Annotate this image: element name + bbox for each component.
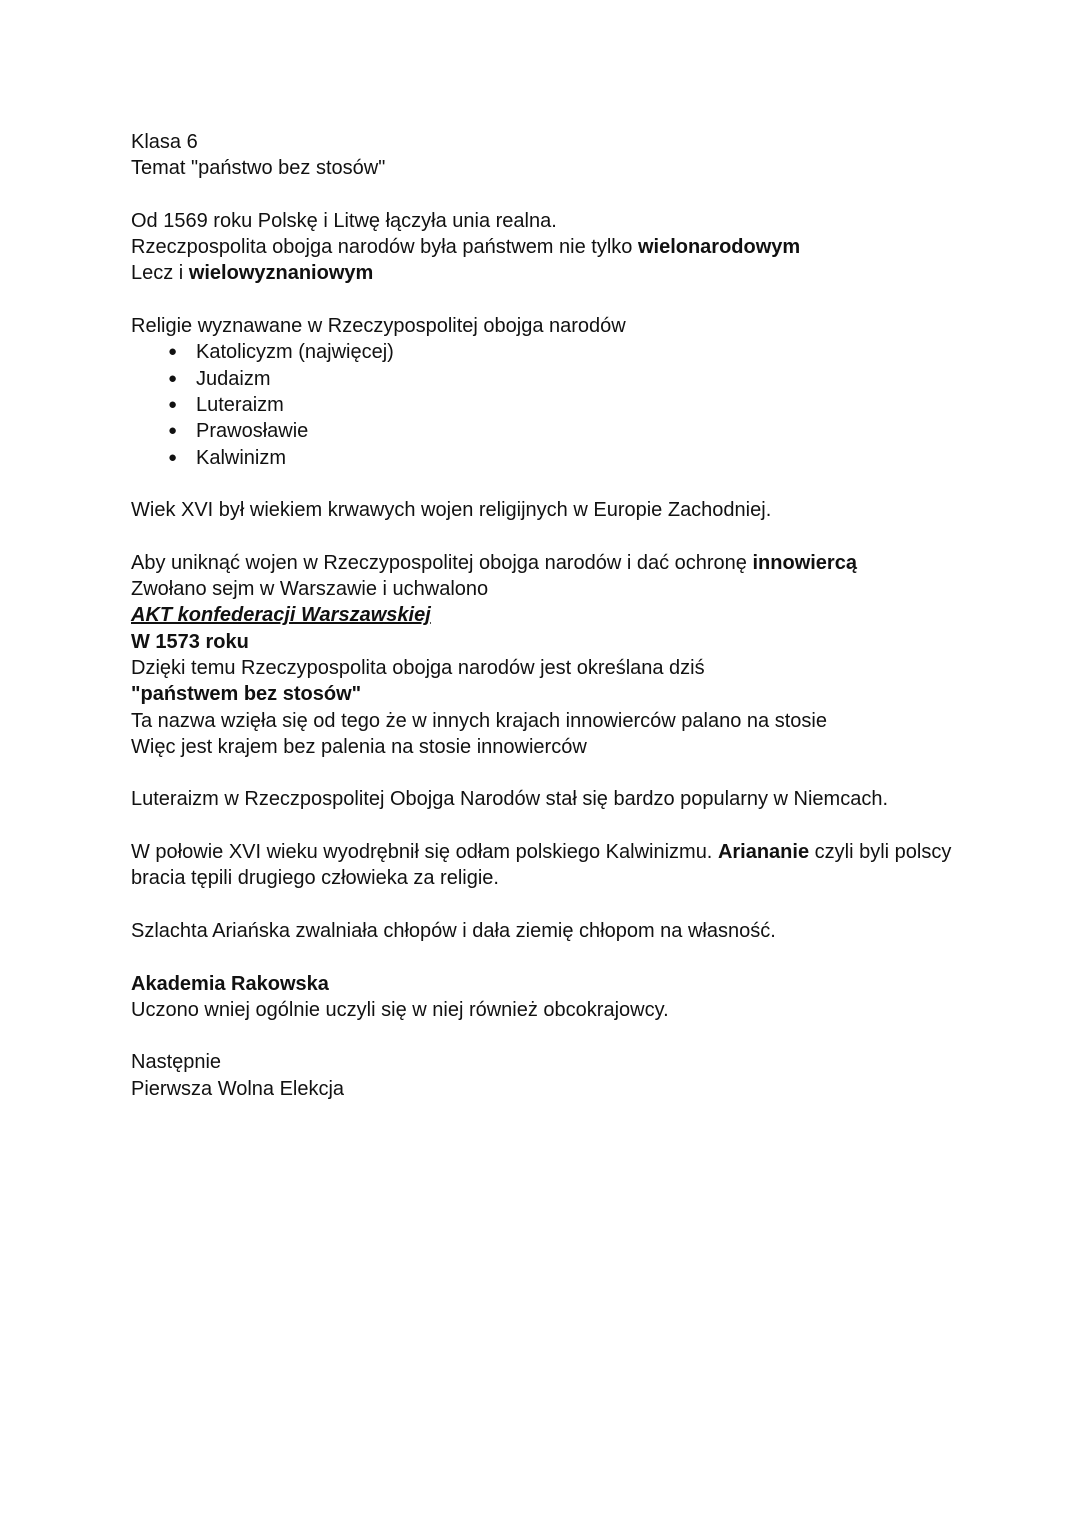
confederation-line-1-text: Aby uniknąć wojen w Rzeczypospolitej obojga narodów i dać ochronę bbox=[131, 551, 753, 574]
academy-title bbox=[131, 971, 981, 997]
bullet-icon: ● bbox=[168, 422, 178, 440]
act-year bbox=[131, 629, 981, 655]
academy-title-text: Akademia Rakowska bbox=[131, 972, 329, 995]
intro-line-2 bbox=[131, 234, 981, 260]
spacer bbox=[131, 182, 981, 208]
intro-line-2-text: Rzeczpospolita obojga narodów była państwem nie tylko bbox=[131, 236, 638, 259]
wars-line: Wiek XVI był wiekiem krwawych wojen religijnych w Europie Zachodniej. bbox=[131, 499, 772, 522]
confederation-line-4: Ta nazwa wzięła się od tego że w innych krajach innowierców palano na stosie bbox=[131, 709, 827, 732]
list-item-text: Judaizm bbox=[196, 367, 271, 390]
spacer bbox=[131, 471, 981, 497]
spacer bbox=[131, 760, 981, 786]
bullet-icon: ● bbox=[168, 395, 178, 413]
intro-line-1: Od 1569 roku Polskę i Litwę łączyła unia realna. bbox=[131, 209, 557, 232]
list-item-text: Prawosławie bbox=[196, 420, 309, 443]
list-item bbox=[131, 418, 981, 444]
spacer bbox=[131, 287, 981, 313]
list-item-text: Luteraizm bbox=[196, 393, 284, 416]
spacer bbox=[131, 944, 981, 970]
list-item bbox=[131, 366, 981, 392]
list-item bbox=[131, 392, 981, 418]
spacer bbox=[131, 813, 981, 839]
class-line: Klasa 6 bbox=[131, 131, 198, 153]
bullet-icon: ● bbox=[168, 343, 178, 361]
bullet-icon: ● bbox=[168, 448, 178, 466]
act-year-text: W 1573 roku bbox=[131, 630, 249, 653]
confederation-line-3: Dzięki temu Rzeczypospolita obojga narodów jest określana dziś bbox=[131, 656, 705, 679]
next-line: Pierwsza Wolna Elekcja bbox=[131, 1077, 345, 1100]
religions-heading: Religie wyznawane w Rzeczypospolitej obojga narodów bbox=[131, 315, 626, 338]
intro-line-3 bbox=[131, 260, 981, 286]
lutheranism-line: Luteraizm w Rzeczpospolitej Obojga Narodów stał się bardzo popularny w Niemcach. bbox=[131, 788, 889, 811]
confederation-line-2: Zwołano sejm w Warszawie i uchwalono bbox=[131, 578, 489, 601]
intro-line-3-bold: wielowyznaniowym bbox=[188, 262, 374, 285]
list-item-text: Katolicyzm (najwięcej) bbox=[196, 341, 394, 364]
act-title: AKT konfederacji Warszawskiej bbox=[131, 604, 431, 627]
religions-list bbox=[131, 339, 981, 470]
document-page bbox=[131, 129, 981, 1102]
list-item-text: Kalwinizm bbox=[196, 446, 287, 469]
arians-text-1: W połowie XVI wieku wyodrębnił się odłam polskiego Kalwinizmu. bbox=[131, 841, 718, 864]
arians-bold: Ariananie bbox=[717, 841, 810, 864]
confederation-line-1-bold: innowiercą bbox=[752, 551, 857, 574]
intro-line-3-text: Lecz i bbox=[131, 262, 189, 285]
arians-text-2: czyli byli polscy bracia tępili drugiego człowieka za religie. bbox=[131, 841, 952, 890]
bullet-icon: ● bbox=[168, 369, 178, 387]
list-item bbox=[131, 445, 981, 471]
academy-line: Uczono wniej ogólnie uczyli się w niej również obcokrajowcy. bbox=[131, 998, 669, 1021]
confederation-line-5: Więc jest krajem bez palenia na stosie innowierców bbox=[131, 735, 587, 758]
spacer bbox=[131, 1023, 981, 1049]
topic-line: Temat "państwo bez stosów" bbox=[131, 157, 386, 180]
intro-line-2-bold: wielonarodowym bbox=[637, 236, 801, 259]
next-label: Następnie bbox=[131, 1051, 222, 1074]
spacer bbox=[131, 892, 981, 918]
nobility-line: Szlachta Ariańska zwalniała chłopów i dała ziemię chłopom na własność. bbox=[131, 919, 776, 942]
confederation-name bbox=[131, 681, 981, 707]
arians-paragraph bbox=[131, 839, 981, 892]
spacer bbox=[131, 523, 981, 549]
list-item bbox=[131, 339, 981, 365]
confederation-name-text: "państwem bez stosów" bbox=[131, 683, 362, 706]
confederation-line-1 bbox=[131, 550, 981, 576]
